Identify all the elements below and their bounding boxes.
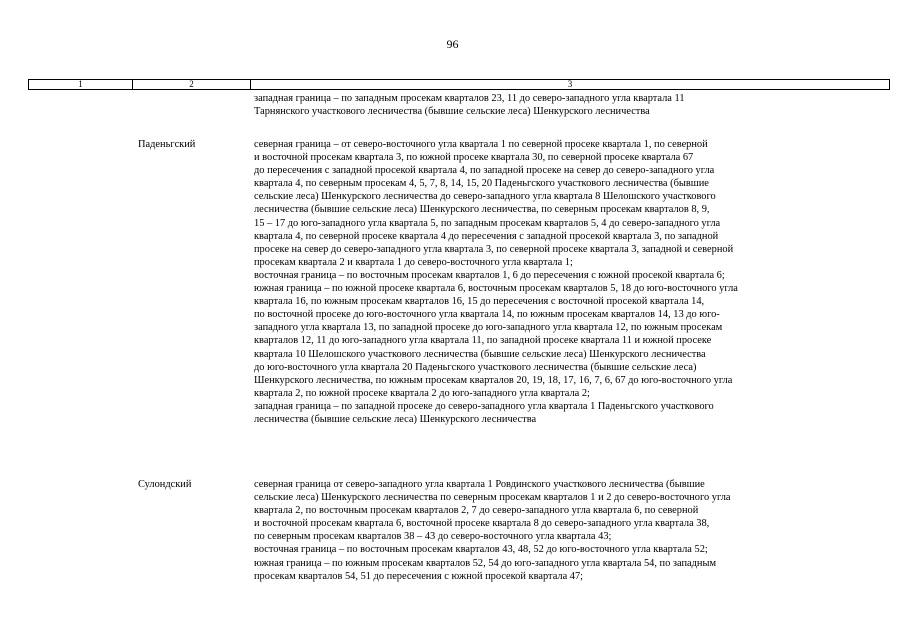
text-line: по восточной просеке до юго-восточного угла квартала 14, по южным просекам кварталов 14, 13 до юго- bbox=[254, 309, 720, 321]
text-line: кварталов 12, 11 до юго-западного угла квартала 11, по западной просеке квартала 11 и южной просеке bbox=[254, 335, 712, 347]
text-line: квартала 16, по южным просекам кварталов 16, 15 до пересечения с восточной просекой квартала 14, bbox=[254, 296, 705, 308]
text-line: южная граница – по южным просекам кварталов 52, 54 до юго-западного угла квартала 54, по западным bbox=[254, 557, 717, 569]
text-line: и восточной просекам квартала 3, по южной просеке квартала 30, по северной просеке квартала 67 bbox=[254, 152, 694, 164]
text-line: квартала 4, по северным просекам 4, 5, 7, 8, 14, 15, 20 Паденьгского участкового лесничества (бывшие bbox=[254, 178, 709, 190]
text-line: до пересечения с западной просекой квартала 4, по западной просеке на север до северо-западного угла bbox=[254, 165, 715, 177]
text-line: западная граница – по западной просеке до северо-западного угла квартала 1 Паденьгского участкового bbox=[254, 400, 714, 412]
text-line: просеке на север до северо-западного угла квартала 3, по северной просеке квартала 3, западной и северной bbox=[254, 243, 734, 255]
text-line: и восточной просекам квартала 6, восточной просеке квартала 8 до северо-западного угла квартала 38, bbox=[254, 518, 710, 530]
row-name-padengsky: Паденьгский bbox=[138, 139, 196, 150]
text-line: квартала 2, по восточным просекам кварталов 2, 7 до северо-западного угла квартала 6, по северной bbox=[254, 505, 699, 517]
text-line: западного угла квартала 13, по западной просеке до юго-западного угла квартала 12, по южным просекам bbox=[254, 322, 723, 334]
text-line: по северным просекам кварталов 38 – 43 до северо-восточного угла квартала 43; bbox=[254, 531, 612, 543]
continuation-text bbox=[254, 92, 685, 118]
text-line: Шенкурского лесничества, по южным просекам кварталов 20, 19, 18, 17, 16, 7, 6, 67 до юго-восточного угла bbox=[254, 374, 733, 386]
text-line: до юго-восточного угла квартала 20 Паденьгского участкового лесничества (бывшие сельские леса) bbox=[254, 361, 697, 373]
text-line: лесничества (бывшие сельские леса) Шенкурского лесничества, по северным просекам кварталов 8, 9, bbox=[254, 204, 710, 216]
text-line: восточная граница – по восточным просекам кварталов 43, 48, 52 до юго-восточного угла квартала 52; bbox=[254, 544, 708, 556]
text-line: сельские леса) Шенкурского лесничества до северо-западного угла квартала 8 Шелошского участкового bbox=[254, 191, 716, 203]
text-line: просекам квартала 2 и квартала 1 до северо-восточного угла квартала 1; bbox=[254, 256, 573, 268]
column-header-2: 2 bbox=[133, 80, 251, 90]
row-description-sulondsky bbox=[254, 478, 731, 583]
text-line: лесничества (бывшие сельские леса) Шенкурского лесничества bbox=[254, 413, 537, 425]
text-line: квартала 4, по северной просеке квартала 4 до пересечения с западной просекой квартала 3, по западной bbox=[254, 230, 719, 242]
row-name-sulondsky: Сулондский bbox=[138, 479, 192, 490]
text-line: просекам кварталов 54, 51 до пересечения с южной просекой квартала 47; bbox=[254, 570, 584, 582]
column-header-1: 1 bbox=[29, 80, 133, 90]
text-line: западная граница – по западным просекам кварталов 23, 11 до северо-западного угла квартала 11 bbox=[254, 93, 685, 104]
text-line: квартала 10 Шелошского участкового лесничества (бывшие сельские леса) Шенкурского лесничества bbox=[254, 348, 706, 360]
text-line: квартала 2, по южной просеке квартала 2 до юго-западного угла квартала 2; bbox=[254, 387, 590, 399]
text-line: сельские леса) Шенкурского лесничества по северным просекам кварталов 1 и 2 до северо-восточного угла bbox=[254, 492, 731, 504]
row-description-padengsky bbox=[254, 138, 738, 426]
column-header-3: 3 bbox=[251, 80, 890, 90]
table-header bbox=[28, 79, 890, 90]
page-number: 96 bbox=[446, 37, 459, 51]
text-line: южная граница – по южной просеке квартала 6, восточным просекам кварталов 5, 18 до юго-восточного угла bbox=[254, 283, 738, 295]
text-line: 15 – 17 до юго-западного угла квартала 5, по западным просекам кварталов 5, 4 до северо-западного угла bbox=[254, 217, 721, 229]
text-line: Тарнянского участкового лесничества (бывшие сельские леса) Шенкурского лесничества bbox=[254, 106, 650, 118]
text-line: северная граница – от северо-восточного угла квартала 1 по северной просеке квартала 1, по северной bbox=[254, 139, 708, 150]
text-line: северная граница от северо-западного угла квартала 1 Ровдинского участкового лесничества (бывшие bbox=[254, 479, 705, 490]
text-line: восточная граница – по восточным просекам кварталов 1, 6 до пересечения с южной просекой квартала 6; bbox=[254, 269, 725, 281]
